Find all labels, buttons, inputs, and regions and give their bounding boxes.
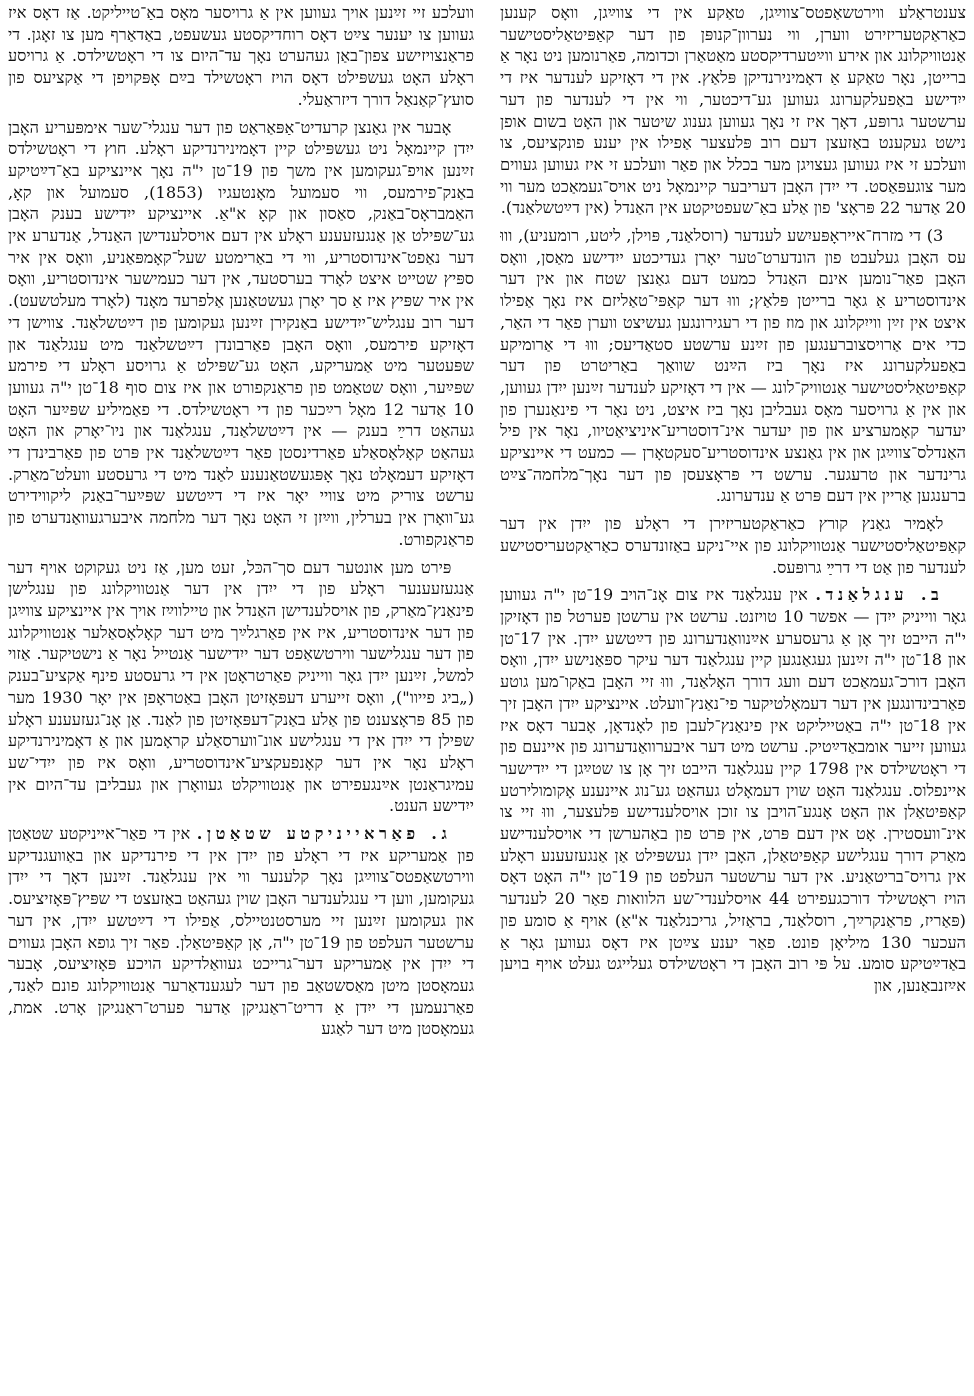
- paragraph: וועלכע זיי זײַנען אויך געווען אין אַ גרויסער מאָס באַ־טייליקט. אַז דאָס איז געווען צו יענער צײַט דאָס רוחדיקסטע געשעפט, באַדאַרף מען צו זאָגן. די פראַנצויזישע צפון־באַן געהערט נאָך עד־היום צו די ראָטשילדס. אַ גרויסע ראָלע האָט געשפּילט דאָס הויז ראָטשילד בײַם אָפּקויפן די אַקציעס פון סועץ־קאַנאַל דורך דיזראַעלי.: [8, 3, 474, 109]
- paragraph: אָבער אין גאַנצן קרעדיט־אַפּאַראַט פון דער ענגלי־שער אימפּעריע האָבן ייִדן קיינמאָל ניט געשפּילט קיין דאָמינירנדיקע ראָלע. חוץ די ראָטשילדס זײַנען אויפ־געקומען אין משך פון 19־טן י"ה נאָך איינציקע באַ־דײַטיקע באַנק־פירמעס, ווי סעמועל מאָנטעגיו (1853), סעמועל און קאָ, האַמבראָס־באַנק, סאַסון און קאָ א"אַ. איינציקע ייִדישע בענק האָבן גע־שפּילט אַן אַנגעזעענע ראָלע אין דעם אויסלענדישן האַנדל, אַנדערע אין דער נאַפט־אינדוסטריע, ווי די באַרימטע שעל־קאָמפּאַניע, וואָס אין איר ספּיץ שטייט איצט לאָרד בערסטעד, אין דער כעמישער אינדוסטריע, וואָס אין איר שפּיץ איז אַ סך יאָרן געשטאַנען אַלפרעד מאָנד (לאָרד מעלטשעט). דער רוב ענגליש־ייִדישע באַנקירן זײַנען געקומען פון דײַטשלאַנד. צווישן די דאָזיקע פירמעס, וואָס האָבן פאַרבונדן דײַטשלאַנד מיט ענגלאַנד און שפּעטער מיט אַמעריקע, האָט גע־שפּילט אַ גרויסע ראָלע די פירמע שפּײַער, וואָס שטאַמט פון פראַנקפורט און איז צום סוף 18־טן י"ה געווען 10 אַדער 12 מאָל רײַכער פון די ראָטשילדס. די פאַמיליע שפּײַער האָט געהאַט דרײַ בענק — אין דײַטשלאַנד, ענגלאַנד און ניו־יאָרק און האָט געהאַט קאָלאָסאַלע פאַרדינסטן פאַר דײַטשלאַנד אין פּרט פון פאַרבינדן די דאָזיקע דעמאָלט נאָך אָפּגעשטאַנענע לאַנד מיט די גרעסטע וועלט־מאַרק. ערשט צוריק מיט צוויי יאָר איז די דײַטשע שפּײַער־באַנק ליקווידירט גע־וואָרן אין בערלין, ווײַזן זי האָט נאָך דער מלחמה איבערגעוואַנדערט פון פראַנקפורט.: [8, 117, 474, 549]
- right-column: [500, 2, 966, 1394]
- section-text: אין ענגלאַנד איז צום אָנ־הויב 19־טן י"ה געווען גאָר ווייניק ייִדן — אפשר 10 טויזנט. ערשט אין ערשטן פערטל פון דאָזיקן י"ה הייבט זיך אָן אַ גרעסערע אײַנוואַנדערונג פון דײַטשע ייִדן. אין 17־טן און 18־טן י"ה זײַנען געגאַנגען קיין ענגלאַנד דער עיקר ספּאַנישע ייִדן, וואָס האָבן דורכ־געמאַכט דעם וועג דורך האָלאַנד, וווּ זיי האָבן באַקו־מען גוטע פאַרבינדונגען אין דער דעמאָלטיקער פי־נאַנץ־וועלט. איינציקע ייִדן האָבן זיך אין 18־טן י"ה באַטייליקט אין פינאַנץ־לעבן פון לאָנדאָן, אָבער דאָס איז געווען זייער אומבאַדײַטיק. ערשט מיט דער איבערוואַנדערונג פון איינעם פון די ראָטשילדס אין 1798 קיין ענגלאַנד הייבט זיך אָן צו שטײַגן די ייִדישער איינפלוס. ענגלאַנד האָט שוין דעמאָלט געהאַט גע־נוג איינענע אָקומולירטע קאַפּיטאַלן און האָט אָנגע־הויבן צו זוכן אויסלענדישע פּלעצער, וווּ זיי צו אינ־וועסטירן. אָט אין דעם פּרט, אין פּרט פון באַהערשן די אויסלענדישע מאַרק דורך ענגלישע קאַפּיטאַלן, האָבן ייִדן געשפּילט אַן אַנגעזעענע ראָלע אין גרויס־בריטאַניע. אין דער ערשטער העלפט פון 19־טן י"ה האָט דאָס הויז ראָטשילד דורכגעפירט 44 אויסלענדי־שע הלוואות פאַר 20 לענדער (פּאַריז, פראַנקרײַך, רוסלאַנד, בראַזיל, גריכנלאַנד א"אַ) אויף אַ סומע פון העכער 130 מיליאָן פונט. פאַר יענע צײַטן איז דאָס געווען גאָר אַ באַדײַטיקע סומע. על פּי רוב האָבן די ראָטשילדס געלייגט געלט אויף בויען אײַזנבאַנען, און: [500, 585, 966, 995]
- paragraph: 3) די מזרח־אייראָפּעיִשע לענדער (רוסלאַנד, פּוילן, ליטע, רומעניע), וווּ עס האָבן געלעבט פון הונדערט־טער יאָרן געדיכטע ייִדישע מאַסן, וואָס האָבן פאַר־נומען אינם האַנדל כמעט דעם גאַנצן שטח און אין דער אינדוסטריע אַ גאָר ברייטן פּלאַץ; וווּ דער קאַפּי־טאַליזם איז נאָך אַפילו איצט אין זײַן ווייִקלונג און מוז פון די רעגירונגען געשיצט ווערן פאַר די האַר, כדי אים אַרויסצוברענגען פון זײַנע ערשטע סטאַדיעס; וווּ די אַרומיקע באַפעלקערונג איז נאָך ביז הײַנט שוואַך באַריטרט פון דער קאַפּיטאַליסטישער אַנטוויק־לונג — אין די דאָזיקע לענדער זײַנען ייִדן געווען, און אין אַ גרויסער מאָס געבליבן נאָך ביז איצט, ניט נאָר די פינאַנערן פון יעדער קאָמערציע און פון יעדער אינ־דוסטריע־איניציאַטיוו, נאָר אין פיל האַנדלס־צווײַגן און אין גאַנצע אינדוסטריע־סעקטאָרן — כמעט די איינציקע גרינדער און טרעגער. ערשט די פּראָצעסן פון דער נאָך־מלחמה־צײַט ברענגען אַריין אין דעם פּרט אַ ענדערונג.: [500, 226, 966, 506]
- section-text: אין די פאַר־אייניקטע שטאַטן פון אַמעריקע איז די ראָלע פון ייִדן אין די פירנדיקע און באַוועגנדיקע ווירטשאַפטס־צווײַגן נאָך קלענער ווי אין ענגלאַנד. זײַנען דאָך די ייִדן געקומען, ווען די ענגלענדער האָבן שוין געהאַט באַזעצט די שפּיץ־פּאָזיציעס. און געקומען זײַנען זיי מערסטנטיילס, אַפילו די דײַטשע ייִדן, אין דער ערשטער העלפט פון 19־טן י"ה, אָן קאַפּיטאַלן. פאַר זיך גופא האָבן געווים די ייִדן אין אַמעריקע דער־גרייכט געוואַלדיקע הויכע פּאָזיציעס, אָבער געמאָסטן מיטן מאַסשטאַב פון דער לעגענדאַרער אַנטוויקלונג פונם לאַנד, פאַרנעמען די ייִדן אַ דריט־ראַנגיקן אַדער פערט־ראַנגיקן אָרט. אמת, געמאָסטן מיט דער לאַגע: [8, 824, 474, 1039]
- section-paragraph: [500, 584, 966, 996]
- paragraph: לאָמיר גאַנץ קורץ כאַראַקטעריזירן די ראָלע פון ייִדן אין דער קאַפּיטאַליסטישער אַנטוויקלונג פון איי־ניקע באַזונדערס כאַראַקטעריסטישע לענדער פון אַט די דרײַ גרופּעס.: [500, 514, 966, 577]
- section-heading: ב. ענגלאַנד.: [815, 585, 944, 605]
- left-column: [8, 2, 474, 1394]
- section-paragraph: [8, 823, 474, 1040]
- paragraph: פּירט מען אונטער דעם סך־הכּל, זעט מען, אַז ניט געקוקט אויף דער אַנגעזעענער ראָלע פון די ייִדן אין דער אַנטוויקלונג פון ענגלישן פינאַנץ־מאַרק, פון אויסלענדישן האַנדל און טיילווײַז אויך אין איינציקע צווײַגן פון דער אינדוסטריע, איז אין פאַרגלײַך מיט דער קאָלאָסאַלער אַנטוויקלונג פון דער ענגלישער ווירטשאַפט דער ייִדישער אַנטייל נאָר אַ נישטיקער. אַזוי למשל, זײַנען ייִדן גאָר ווייניק פאַרטראָטן אין די גרעסטע פינף אַקציע־בענק („ביג פייוו"), וואָס זייערע דעפּאָזיטן האָבן באַטראָפן אין יאָר 1930 מער פון 85 פּראָצענט פון אַלע באַנק־דעפּאָזיטן פון לאַנד. אַן אָנ־געזעענע ראָלע שפּילן די ייִדן אין די ענגלישע אונ־ווערסאַלע קראָמען און אַ דאָמינירנדיקע ראָלע נאָר אין דער קאָנפעקציע־אינדוסטריע, וואָס איז פון ייִדי־שע עמיגראַנטן אײַנגעפירט און אַנטוויקלט געוואָרן און געבליבן עד־היום אין ייִדישע הענט.: [8, 557, 474, 816]
- paragraph: צענטראַלע ווירטשאַפטס־צווײַגן, טאַקע אין די צווײַגן, וואָס קענען כאַראַקטעריזירט ווערן, ווי נערוון־קנופּן פון דער קאַפּיטאַליסטישער אַנטוויקלונג און אירע ווײַטערדיקסטע מאַטאַרן וכדומה, פאַרנומען ניט נאָר אַ ברייטן, נאָר טאַקע אַ דאָמינירנדיקן פּלאַץ. אין די דאָזיקע לענדער איז די ייִדישע באַפעלקערונג געווען גע־דיכטער, ווי אין די לענדער פון דער ערשטער גרופּע, דאָך איז זי נאָך געווען גענוג שיטער און האָט בשום אופן נישט געקענט באַזעצן דעם רוב פּלעצער אַפילו אין יענע פונקציעס, צו וועלכע זי איז געווען געצויגן מער בכלל און פאַר וועלכע זי איז געווען געווים מער צוגעפּאַסט. די ייִדן האָבן דעריבער קיינמאָל ניט אויס־געמאַכט מער ווי 20 אַדער 22 פּראָצ' פון אַלע באַ־שעפטיקטע אין האַנדל (אין דײַטשלאַנד).: [500, 3, 966, 218]
- section-heading: ג. פאַראייניקטע שטאַטן.: [196, 824, 452, 844]
